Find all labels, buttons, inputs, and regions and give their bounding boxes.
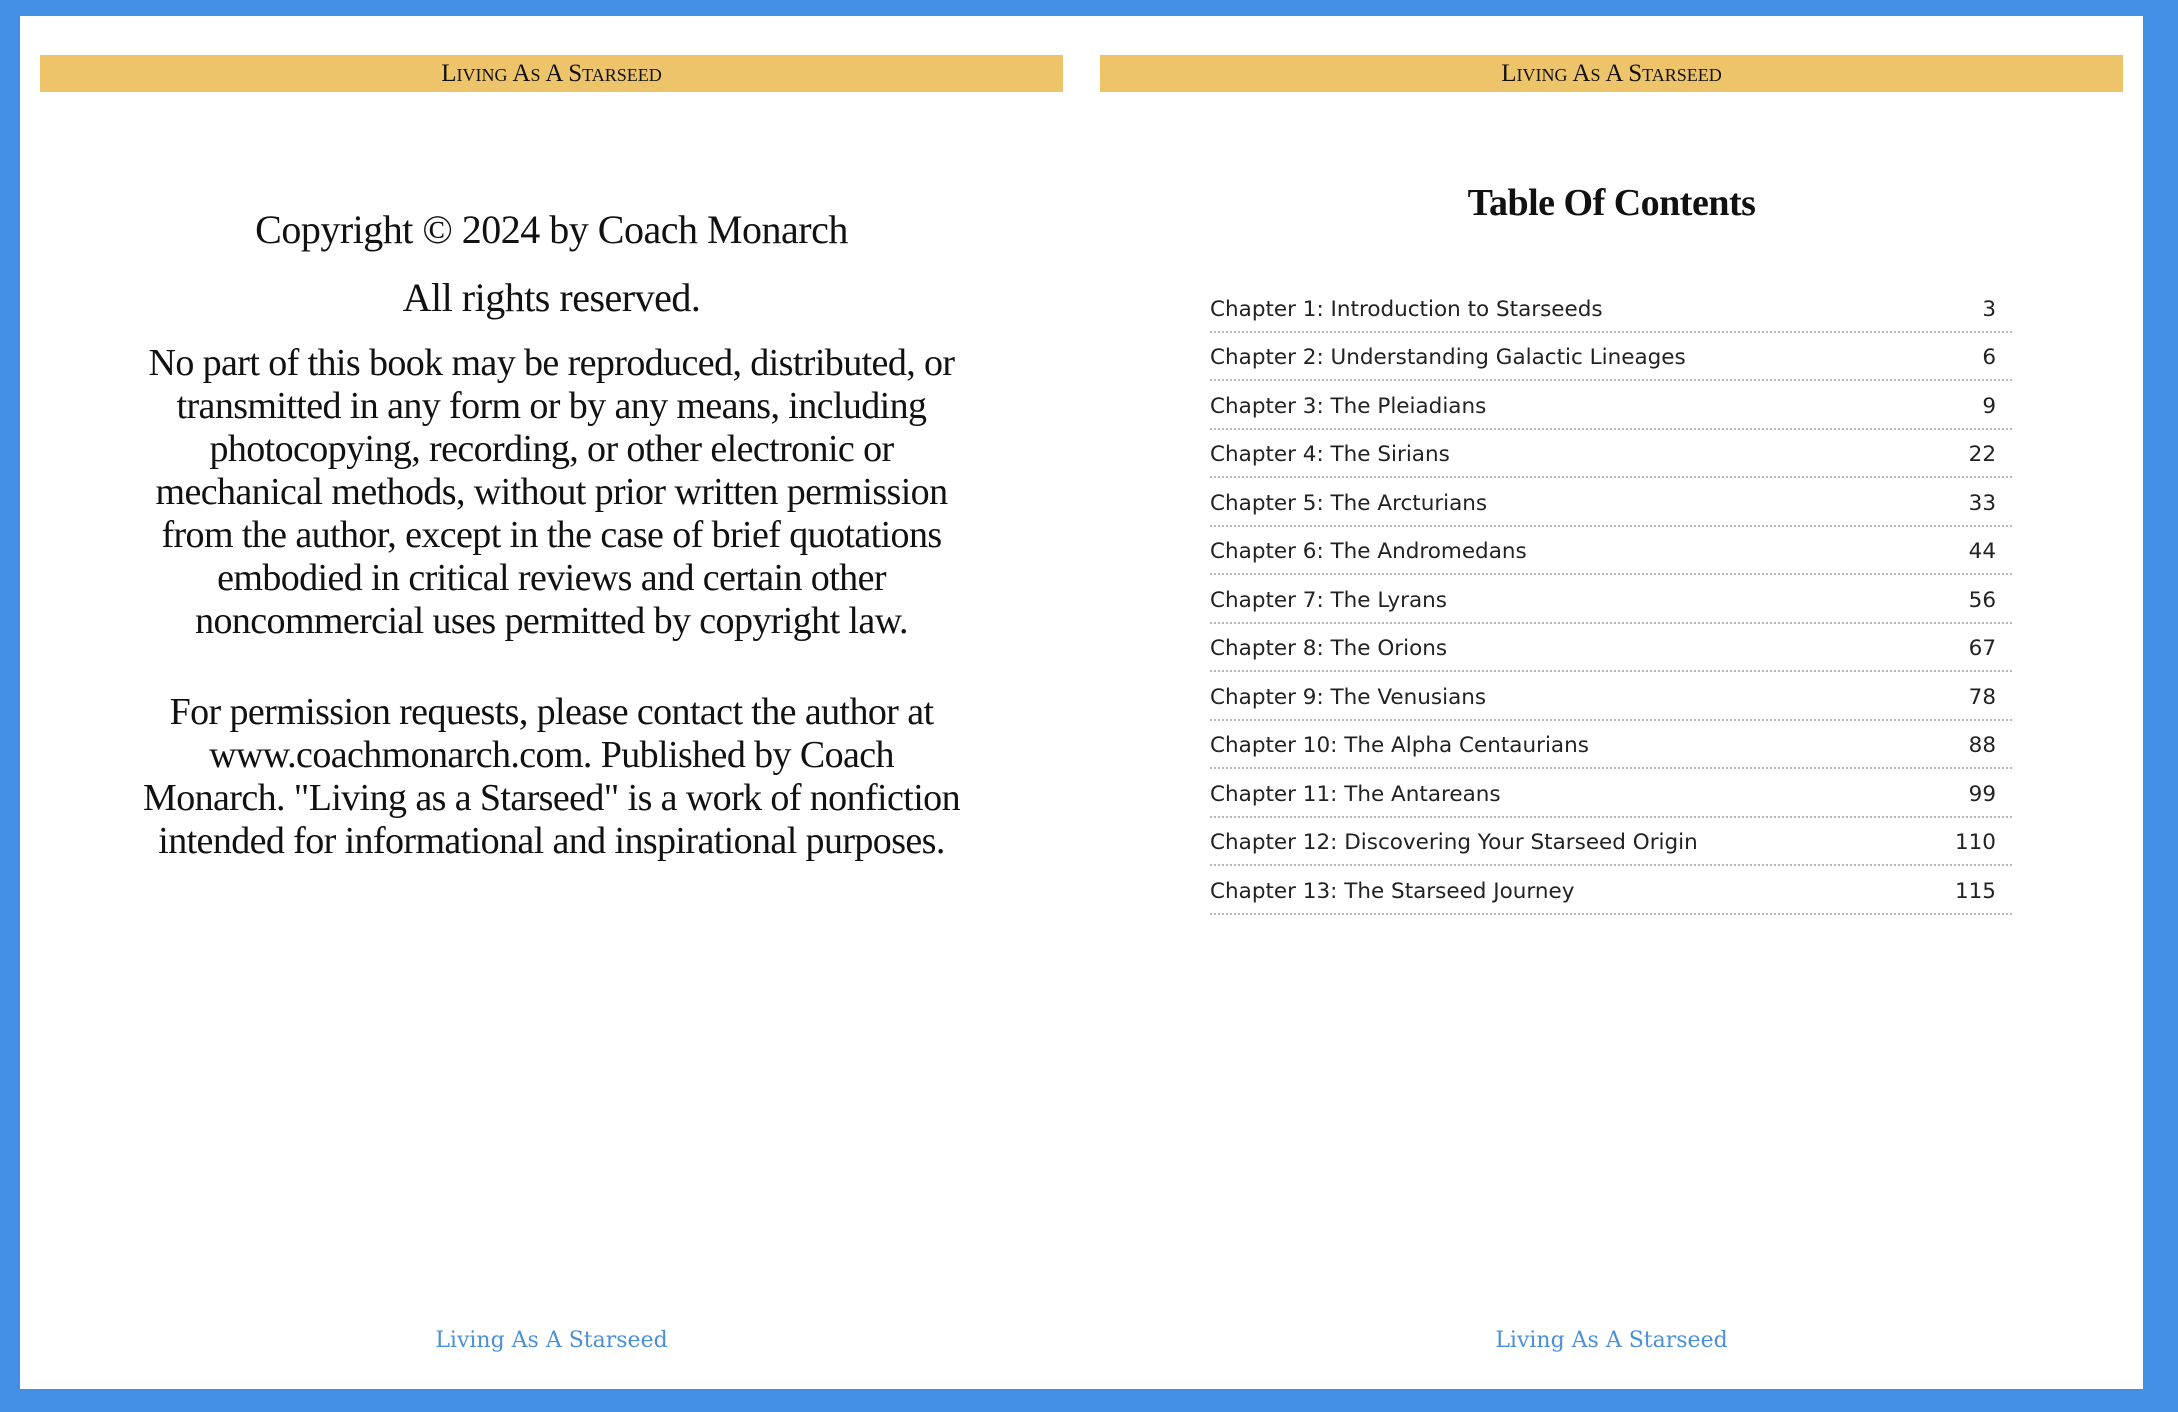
toc-page-number: 110	[1954, 830, 1996, 856]
toc-entry[interactable]	[1210, 284, 2012, 333]
running-footer: Living As A Starseed	[1495, 1328, 1728, 1353]
toc-page-number: 88	[1968, 733, 1996, 759]
toc-page-number: 99	[1968, 781, 1996, 807]
toc-page-number: 6	[1982, 345, 1996, 371]
toc-page-number: 67	[1968, 636, 1996, 662]
copyright-page	[40, 16, 1063, 1389]
toc-chapter-title: Chapter 7: The Lyrans	[1210, 587, 1447, 613]
toc-chapter-title: Chapter 10: The Alpha Centaurians	[1210, 733, 1589, 759]
toc-page-number: 3	[1982, 296, 1996, 322]
running-footer: Living As A Starseed	[435, 1328, 668, 1353]
toc-entry[interactable]	[1210, 333, 2012, 382]
toc-entry[interactable]	[1210, 818, 2012, 867]
toc-entry[interactable]	[1210, 381, 2012, 430]
toc-page-number: 56	[1968, 587, 1996, 613]
toc-chapter-title: Chapter 12: Discovering Your Starseed Origin	[1210, 830, 1698, 856]
reproduction-notice: No part of this book may be reproduced, distributed, or transmitted in any form or by any means, including photocopying, recording, or other electronic or mechanical methods, without prior written permission from the author, except in the case of brief quotations embodied in critical reviews and certain other noncommercial uses permitted by copyright law.	[148, 342, 955, 642]
toc-chapter-title: Chapter 9: The Venusians	[1210, 684, 1487, 710]
toc-chapter-title: Chapter 1: Introduction to Starseeds	[1210, 296, 1603, 322]
toc-chapter-title: Chapter 4: The Sirians	[1210, 442, 1450, 468]
spread-frame	[20, 16, 2143, 1389]
toc-chapter-title: Chapter 11: The Antareans	[1210, 781, 1501, 807]
toc-page	[1100, 16, 2123, 1389]
toc-entry[interactable]	[1210, 624, 2012, 673]
running-header: Living As A Starseed	[40, 55, 1063, 92]
toc-entry[interactable]	[1210, 672, 2012, 721]
toc-page-number: 33	[1968, 490, 1996, 516]
toc-chapter-title: Chapter 8: The Orions	[1210, 636, 1448, 662]
toc-chapter-title: Chapter 2: Understanding Galactic Lineages	[1210, 345, 1686, 371]
toc-chapter-title: Chapter 5: The Arcturians	[1210, 490, 1488, 516]
toc-entry[interactable]	[1210, 575, 2012, 624]
toc-entry[interactable]	[1210, 478, 2012, 527]
toc-list	[1210, 284, 2012, 915]
permission-notice: For permission requests, please contact the author at www.coachmonarch.com. Published by Coach Monarch. "Living as a Starseed" is a work of nonfiction intended for informational and inspirational purposes.	[143, 691, 960, 862]
toc-entry[interactable]	[1210, 769, 2012, 818]
toc-chapter-title: Chapter 3: The Pleiadians	[1210, 393, 1487, 419]
toc-title: Table Of Contents	[1467, 182, 1756, 224]
toc-page-number: 9	[1982, 393, 1996, 419]
toc-chapter-title: Chapter 6: The Andromedans	[1210, 539, 1527, 565]
running-header: Living As A Starseed	[1100, 55, 2123, 92]
toc-chapter-title: Chapter 13: The Starseed Journey	[1210, 878, 1575, 904]
toc-page-number: 22	[1968, 442, 1996, 468]
toc-entry[interactable]	[1210, 721, 2012, 770]
rights-reserved: All rights reserved.	[402, 275, 701, 320]
toc-page-number: 115	[1954, 878, 1996, 904]
copyright-notice: Copyright © 2024 by Coach Monarch	[255, 207, 848, 252]
toc-entry[interactable]	[1210, 430, 2012, 479]
toc-page-number: 78	[1968, 684, 1996, 710]
toc-page-number: 44	[1968, 539, 1996, 565]
toc-entry[interactable]	[1210, 527, 2012, 576]
toc-entry[interactable]	[1210, 866, 2012, 915]
copyright-block	[140, 206, 963, 911]
